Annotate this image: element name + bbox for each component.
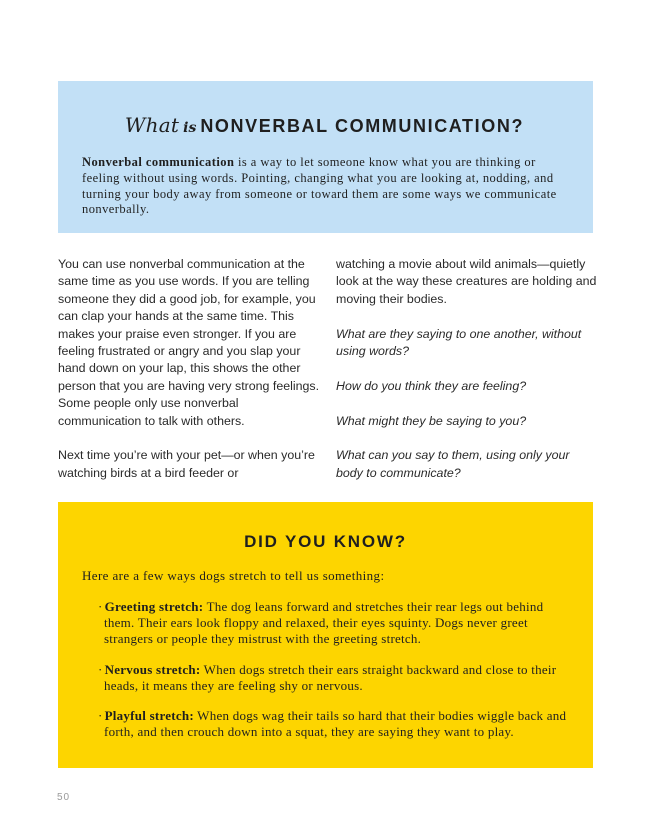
page-number: 50 <box>57 792 71 803</box>
definition-body <box>82 155 567 218</box>
item-text: When dogs stretch their ears straight backward and close to their heads, it means they are feeling shy or nervous. <box>104 661 557 693</box>
did-you-know-box <box>58 502 593 768</box>
left-column <box>58 256 320 500</box>
bullet: · <box>98 708 103 724</box>
right-intro-paragraph: watching a movie about wild animals—quietly look at the way these creatures are holding and moving their bodies. <box>336 257 597 306</box>
right-column <box>336 256 598 500</box>
list-item <box>98 708 571 740</box>
left-paragraph: Next time you’re with your pet—or when you’re watching birds at a bird feeder or <box>58 448 315 480</box>
title-script-small-word: is <box>183 120 197 136</box>
item-text: When dogs wag their tails so hard that their bodies wiggle back and forth, and then crouch down into a squat, they are saying they want to play. <box>104 708 567 740</box>
question: What can you say to them, using only your body to communicate? <box>336 448 570 480</box>
list-item <box>98 662 571 694</box>
question: What might they be saying to you? <box>336 413 527 428</box>
item-label: Greeting stretch: <box>104 599 204 614</box>
dog-stretch-list <box>80 599 571 740</box>
did-you-know-title: DID YOU KNOW? <box>244 532 407 551</box>
item-label: Playful stretch: <box>104 708 194 724</box>
list-item <box>98 599 571 648</box>
definition-term: Nonverbal communication <box>82 155 235 169</box>
body-columns <box>58 256 598 500</box>
question: How do you think they are feeling? <box>336 378 527 393</box>
item-label: Nervous stretch: <box>104 661 201 677</box>
did-you-know-intro: Here are a few ways dogs stretch to tell us something: <box>82 568 385 583</box>
title-script-word: What <box>124 113 180 137</box>
item-text: The dog leans forward and stretches their rear legs out behind them. Their ears look floppy and relaxed, their eyes squinty. Dogs never greet strangers or people they mistrust with the greeting stretch. <box>104 599 544 647</box>
definition-title <box>82 105 567 145</box>
question: What are they saying to one another, without using words? <box>336 326 582 359</box>
bullet: · <box>98 599 103 614</box>
left-paragraph: You can use nonverbal communication at the same time as you use words. If you are telling someone they did a good job, for example, you can clap your hands at the same time. This makes your praise even stronger. If you are feeling frustrated or angry and you slap your hand down on your lap, this shows the other person that you are having very strong feelings. Some people only use nonverbal communication to talk with others. <box>58 257 320 428</box>
definition-text: is a way to let someone know what you are thinking or feeling without using words. Pointing, changing what you are looking at, nodding, and turning your body away from someone or toward them are some ways we communicate nonverbally. <box>82 155 557 217</box>
bullet: · <box>98 661 103 677</box>
definition-box <box>58 81 593 233</box>
title-bold-text: NONVERBAL COMMUNICATION? <box>200 116 525 136</box>
